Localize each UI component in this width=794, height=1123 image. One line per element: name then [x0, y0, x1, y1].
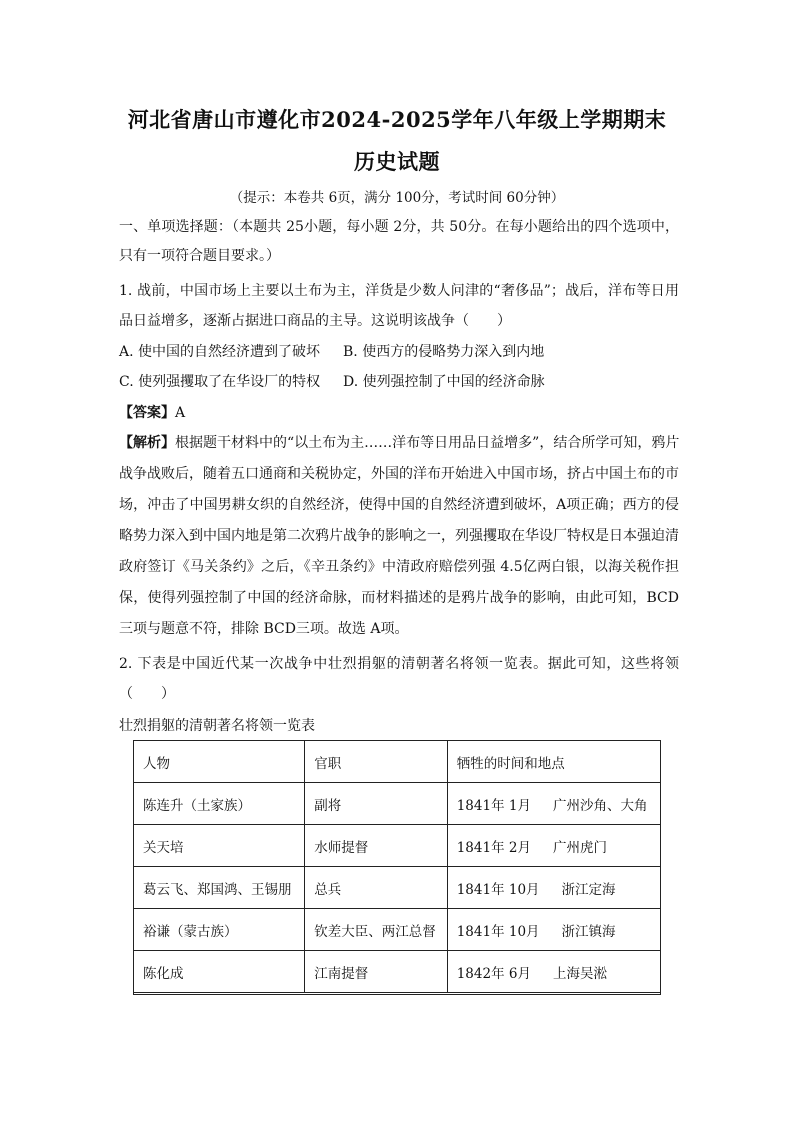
person-cell: 关天培 — [134, 825, 305, 867]
place-text: 浙江镇海 — [561, 923, 616, 940]
person-cell: 陈化成 — [134, 951, 305, 993]
time-place-cell — [447, 867, 660, 909]
date-text: 1842年 6月 — [456, 965, 531, 982]
option-d: D. 使列强控制了中国的经济命脉 — [343, 374, 545, 390]
table-row — [134, 909, 661, 951]
analysis-line: 三项与题意不符，排除 BCD三项。故选 A项。 — [119, 621, 409, 637]
place-text: 上海吴淞 — [552, 965, 607, 982]
document-subtitle: 历史试题 — [354, 149, 440, 174]
question-1-stem: 1. 战前，中国市场上主要以土布为主，洋货是少数人问津的“奢侈品”；战后，洋布等日用 — [119, 283, 679, 299]
section-intro-line: 只有一项符合题目要求。） — [119, 248, 280, 264]
option-b: B. 使西方的侵略势力深入到内地 — [343, 344, 545, 360]
date-text: 1841年 2月 — [456, 839, 531, 856]
document-title: 河北省唐山市遵化市2024-2025学年八年级上学期期末 — [127, 107, 667, 132]
post-cell: 总兵 — [305, 867, 447, 909]
table-header-cell: 人物 — [134, 741, 305, 783]
option-a: A. 使中国的自然经济遭到了破坏 — [119, 344, 321, 360]
answer-label: 【答案】 — [119, 405, 175, 421]
post-cell: 水师提督 — [305, 825, 447, 867]
person-cell: 裕谦（蒙古族） — [134, 909, 305, 951]
time-place-cell — [447, 909, 660, 951]
exam-hint: （提示：本卷共 6页，满分 100分，考试时间 60分钟） — [229, 190, 565, 206]
table-row — [134, 951, 661, 993]
post-cell: 副将 — [305, 783, 447, 825]
time-place-cell — [447, 825, 660, 867]
option-c: C. 使列强攫取了在华设厂的特权 — [119, 374, 321, 390]
table-row — [134, 867, 661, 909]
place-text: 广州虎门 — [552, 839, 607, 856]
question-1-stem: 品日益增多，逐渐占据进口商品的主导。这说明该战争（ ） — [119, 313, 511, 329]
table-header-cell: 牺牲的时间和地点 — [447, 741, 660, 783]
date-text: 1841年 10月 — [456, 923, 540, 940]
place-text: 广州沙角、大角 — [552, 797, 648, 814]
analysis-line: 场，冲击了中国男耕女织的自然经济，使得中国的自然经济遭到破坏，A项正确；西方的侵 — [119, 497, 679, 513]
table-caption: 壮烈捐躯的清朝著名将领一览表 — [119, 718, 315, 734]
date-text: 1841年 1月 — [456, 797, 531, 814]
date-text: 1841年 10月 — [456, 881, 540, 898]
question-2-stem: 2. 下表是中国近代某一次战争中壮烈捐躯的清朝著名将领一览表。据此可知，这些将领 — [119, 656, 679, 672]
analysis-line: 战争战败后，随着五口通商和关税协定，外国的洋布开始进入中国市场，挤占中国土布的市 — [119, 466, 679, 482]
answer-value: A — [175, 405, 186, 421]
table-header-cell: 官职 — [305, 741, 447, 783]
analysis-line: 保，使得列强控制了中国的经济命脉，而材料描述的是鸦片战争的影响，由此可知，BCD — [119, 590, 679, 606]
time-place-cell — [447, 951, 660, 993]
table-row — [134, 825, 661, 867]
table-row — [134, 783, 661, 825]
answer-line — [119, 403, 185, 423]
post-cell: 江南提督 — [305, 951, 447, 993]
time-place-cell — [447, 783, 660, 825]
analysis-label: 【解析】 — [119, 435, 175, 451]
person-cell: 陈连升（土家族） — [134, 783, 305, 825]
place-text: 浙江定海 — [561, 881, 616, 898]
post-cell: 钦差大臣、两江总督 — [305, 909, 447, 951]
analysis-line: 政府签订《马关条约》之后，《辛丑条约》中清政府赔偿列强 4.5亿两白银，以海关税作担 — [119, 559, 679, 575]
generals-table — [133, 740, 661, 995]
analysis-text: 根据题干材料中的“以土布为主……洋布等日用品日益增多”，结合所学可知，鸦片 — [175, 435, 680, 451]
person-cell: 葛云飞、郑国鸿、王锡朋 — [134, 867, 305, 909]
analysis-line: 略势力深入到中国内地是第二次鸦片战争的影响之一，列强攫取在华设厂特权是日本强迫清 — [119, 528, 679, 544]
analysis-line — [119, 433, 679, 453]
question-2-stem: （ ） — [119, 686, 175, 702]
table-header-row — [134, 741, 661, 783]
section-intro-line: 一、单项选择题：（本题共 25小题，每小题 2分，共 50分。在每小题给出的四个选项中， — [119, 219, 679, 235]
